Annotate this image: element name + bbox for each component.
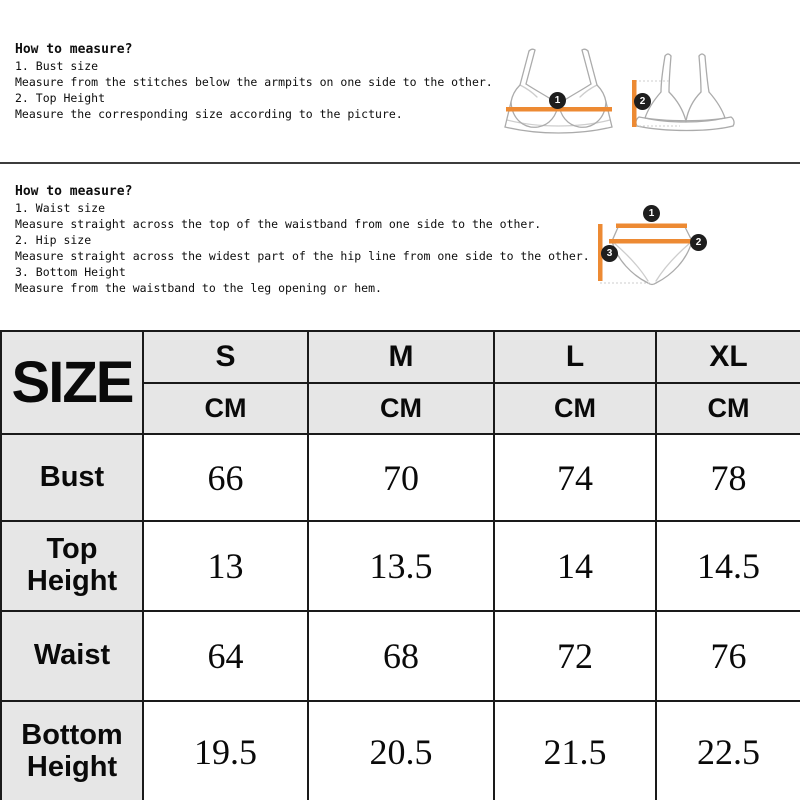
measure-marker-bust: 1 — [549, 92, 566, 109]
instruction-line: 3. Bottom Height — [15, 265, 126, 279]
bottom-measure-instructions — [15, 184, 590, 296]
instruction-line: Measure straight across the widest part of the hip line from one side to the other. — [15, 249, 590, 263]
table-row-bottom-height — [1, 701, 800, 800]
top-measure-instructions — [15, 42, 493, 122]
measurement-row-label: Bust — [1, 434, 143, 521]
unit-header: CM — [656, 383, 800, 434]
measurement-value: 66 — [143, 434, 308, 521]
measurement-value: 78 — [656, 434, 800, 521]
bra-underwire-illustration — [498, 48, 624, 140]
measurement-value: 72 — [494, 611, 656, 701]
measurement-value: 68 — [308, 611, 494, 701]
table-row-bust — [1, 434, 800, 521]
instruction-line: 1. Waist size — [15, 201, 106, 215]
instruction-line: Measure from the waistband to the leg opening or hem. — [15, 281, 382, 295]
measurement-value: 14.5 — [656, 521, 800, 611]
waist-measure-line — [616, 224, 687, 229]
measurement-value: 74 — [494, 434, 656, 521]
measurement-value: 21.5 — [494, 701, 656, 800]
instruction-line: 2. Hip size — [15, 233, 92, 247]
measure-marker-bottom-height: 3 — [601, 245, 618, 262]
measure-marker-waist: 1 — [643, 205, 660, 222]
measurement-value: 14 — [494, 521, 656, 611]
measurement-row-label: Waist — [1, 611, 143, 701]
instruction-line: Measure from the stitches below the armpits on one side to the other. — [15, 75, 493, 89]
instruction-line: 2. Top Height — [15, 91, 106, 105]
section-divider — [0, 162, 800, 164]
size-column-header-l: L — [494, 331, 656, 383]
bottom-instructions-title: How to measure? — [15, 184, 133, 199]
measurement-value: 20.5 — [308, 701, 494, 800]
size-chart-table — [0, 330, 800, 800]
measurement-value: 13 — [143, 521, 308, 611]
measurement-value: 64 — [143, 611, 308, 701]
unit-header: CM — [143, 383, 308, 434]
top-instructions-title: How to measure? — [15, 42, 133, 57]
bra-triangle-illustration — [625, 50, 745, 142]
unit-header: CM — [494, 383, 656, 434]
size-column-header-m: M — [308, 331, 494, 383]
measure-marker-hip: 2 — [690, 234, 707, 251]
measurement-value: 22.5 — [656, 701, 800, 800]
instruction-line: 1. Bust size — [15, 59, 99, 73]
bikini-bottom-illustration — [592, 205, 712, 297]
measurement-row-label: Bottom Height — [1, 701, 143, 800]
table-row-waist — [1, 611, 800, 701]
instruction-line: Measure the corresponding size according to the picture. — [15, 107, 403, 121]
size-column-header-s: S — [143, 331, 308, 383]
measure-marker-top-height: 2 — [634, 93, 651, 110]
instruction-line: Measure straight across the top of the waistband from one side to the other. — [15, 217, 542, 231]
hip-measure-line — [609, 239, 695, 244]
measurement-value: 70 — [308, 434, 494, 521]
measurement-value: 19.5 — [143, 701, 308, 800]
table-row-top-height — [1, 521, 800, 611]
measurement-value: 13.5 — [308, 521, 494, 611]
measurement-row-label: Top Height — [1, 521, 143, 611]
measurement-value: 76 — [656, 611, 800, 701]
unit-header: CM — [308, 383, 494, 434]
size-corner-cell: SIZE — [1, 331, 143, 434]
size-column-header-xl: XL — [656, 331, 800, 383]
